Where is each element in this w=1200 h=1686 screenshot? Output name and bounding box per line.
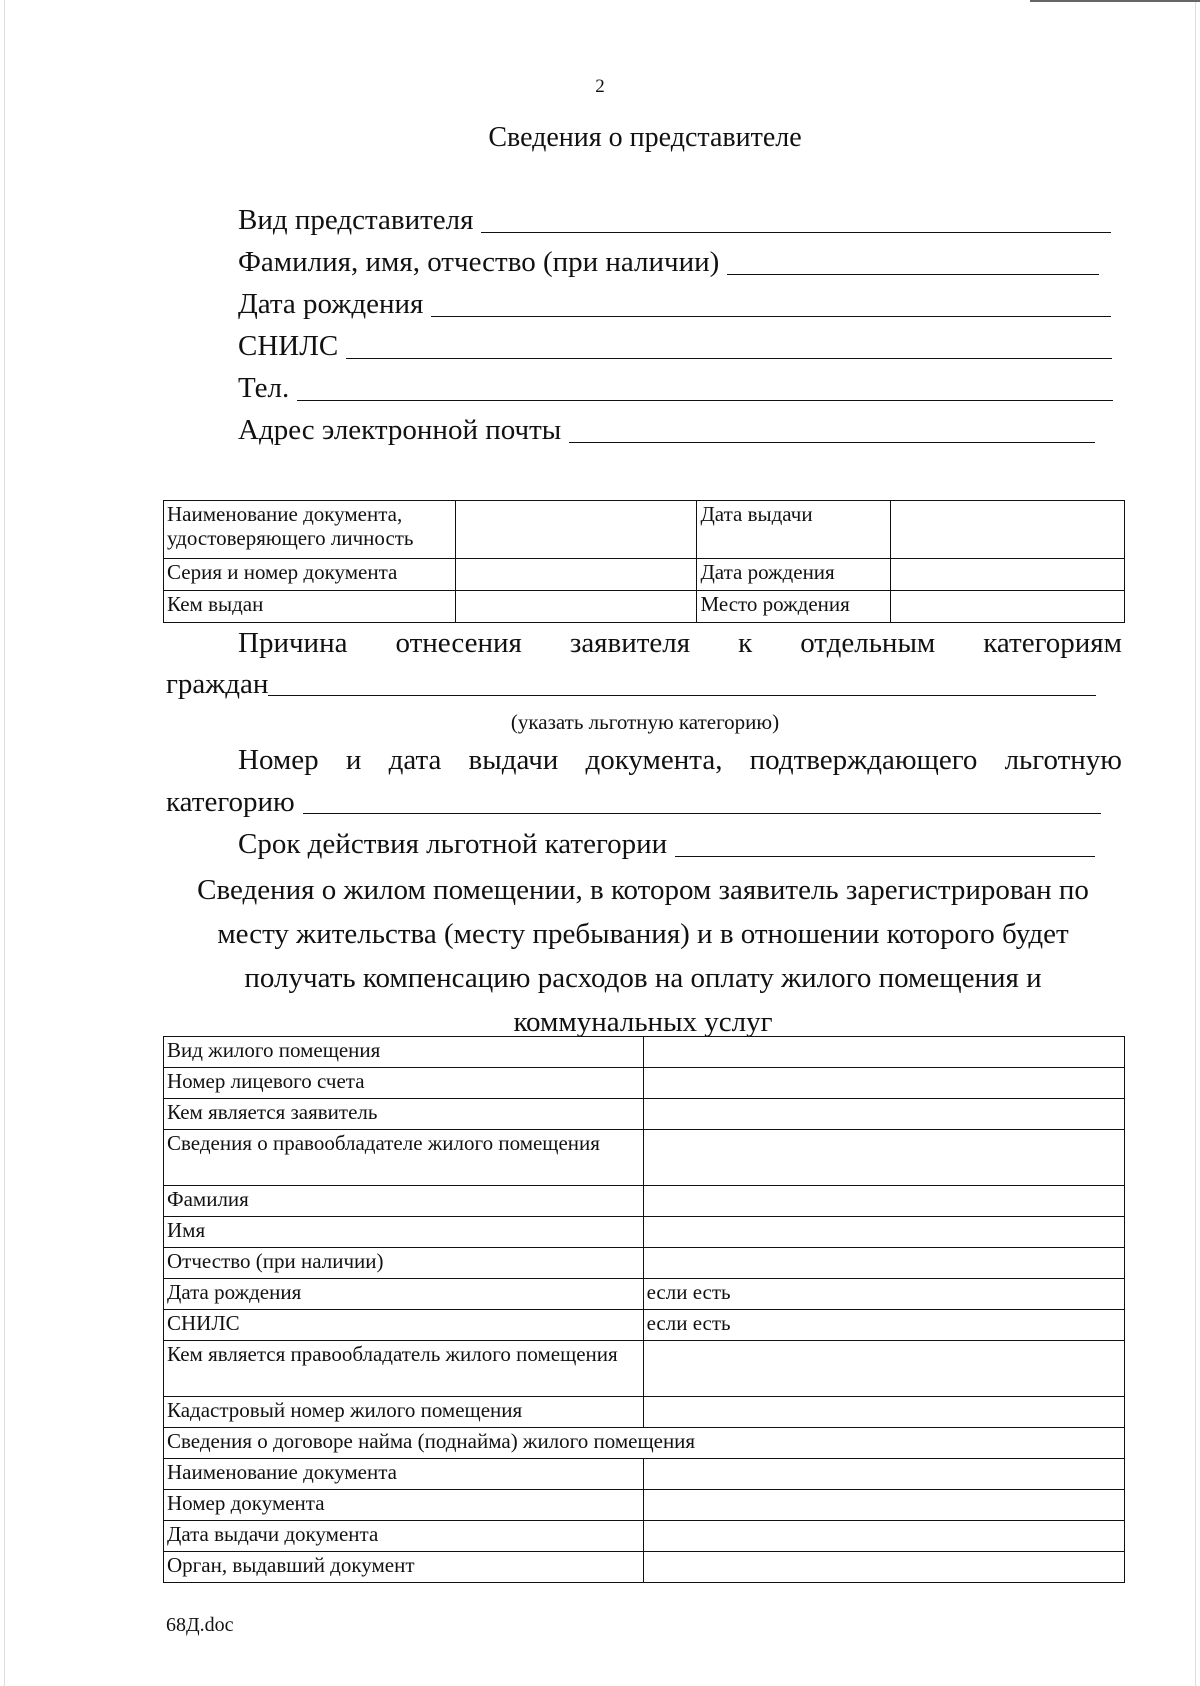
table-row: [164, 559, 1125, 591]
table-label-cell: Серия и номер документа: [164, 559, 456, 591]
table-value-cell[interactable]: [643, 1490, 1124, 1521]
table-row: [164, 1521, 1125, 1552]
table-row: [164, 1279, 1125, 1310]
table-row: [164, 1310, 1125, 1341]
table-label-cell: Дата выдачи: [697, 501, 891, 559]
reason-line-start: граждан: [166, 668, 269, 700]
housing-section-heading: [163, 868, 1123, 1044]
table-row: [164, 1217, 1125, 1248]
reason-word: отнесения: [395, 627, 522, 659]
reason-line-2[interactable]: [166, 668, 1096, 701]
reason-word: категориям: [983, 627, 1122, 659]
scan-right-edge: [1195, 0, 1196, 1686]
field-label: Фамилия, имя, отчество (при наличии): [238, 246, 720, 278]
scan-left-edge: [4, 0, 5, 1686]
table-row: [164, 501, 1125, 559]
field-label: Срок действия льготной категории: [238, 828, 668, 860]
table-label-cell: Наименование документа: [164, 1459, 644, 1490]
fill-line[interactable]: [569, 441, 1095, 443]
table-row: [164, 1490, 1125, 1521]
table-row: [164, 1037, 1125, 1068]
footer-filename: 68Д.doc: [166, 1614, 234, 1636]
table-label-cell: Кем выдан: [164, 591, 456, 623]
document-number-line-2[interactable]: [166, 786, 1101, 819]
reason-fill-line[interactable]: [268, 694, 1096, 696]
doc-word: выдачи: [468, 744, 559, 776]
field-email[interactable]: [238, 414, 1095, 447]
heading-line: получать компенсацию расходов на оплату жилого помещения и: [244, 962, 1042, 994]
reason-word: отдельным: [800, 627, 936, 659]
reason-word: заявителя: [569, 627, 691, 659]
table-row: [164, 1068, 1125, 1099]
table-label-cell: Кадастровый номер жилого помещения: [164, 1397, 644, 1428]
table-label-cell: Орган, выдавший документ: [164, 1552, 644, 1583]
heading-line: Сведения о жилом помещении, в котором заявитель зарегистрирован по: [197, 874, 1089, 906]
fill-line[interactable]: [481, 231, 1111, 233]
table-label-cell: Отчество (при наличии): [164, 1248, 644, 1279]
heading-line: месту жительства (месту пребывания) и в отношении которого будет: [217, 918, 1069, 950]
scan-corner-mark: [1030, 0, 1200, 2]
doc-word: Номер: [238, 744, 319, 776]
field-phone[interactable]: [238, 372, 1113, 405]
table-value-cell[interactable]: [891, 501, 1125, 559]
table-value-cell[interactable]: [643, 1037, 1124, 1068]
table-value-cell[interactable]: если есть: [643, 1310, 1124, 1341]
table-label-cell: [164, 501, 456, 559]
table-value-cell[interactable]: [891, 559, 1125, 591]
table-value-cell[interactable]: [891, 591, 1125, 623]
document-number-line-1: [238, 744, 1122, 777]
reason-hint: (указать льготную категорию): [510, 710, 780, 734]
table-row: [164, 1186, 1125, 1217]
document-number-line-start: категорию: [166, 786, 295, 818]
field-label: Тел.: [238, 372, 290, 404]
fill-line[interactable]: [346, 357, 1112, 359]
fill-line[interactable]: [297, 399, 1113, 401]
fill-line[interactable]: [431, 315, 1111, 317]
field-birth-date[interactable]: [238, 288, 1111, 321]
table-value-cell[interactable]: если есть: [643, 1279, 1124, 1310]
reason-line-1: [238, 627, 1122, 660]
table-value-cell[interactable]: [643, 1186, 1124, 1217]
table-row: [164, 1552, 1125, 1583]
table-value-cell[interactable]: [643, 1130, 1124, 1186]
doc-word: документа,: [585, 744, 723, 776]
heading-line: коммунальных услуг: [513, 1006, 773, 1038]
table-value-cell[interactable]: [643, 1552, 1124, 1583]
page-number: 2: [595, 76, 605, 97]
doc-word: льготную: [1004, 744, 1122, 776]
field-label: Адрес электронной почты: [238, 414, 562, 446]
field-validity-period[interactable]: [238, 828, 1095, 861]
table-row: [164, 1341, 1125, 1397]
fill-line[interactable]: [727, 273, 1099, 275]
table-value-cell[interactable]: [643, 1248, 1124, 1279]
table-value-cell[interactable]: [643, 1068, 1124, 1099]
table-value-cell[interactable]: [643, 1099, 1124, 1130]
reason-word: Причина: [238, 627, 348, 659]
table-label-cell: Дата рождения: [164, 1279, 644, 1310]
fill-line[interactable]: [675, 855, 1095, 857]
table-label-cell: Фамилия: [164, 1186, 644, 1217]
table-row: [164, 1459, 1125, 1490]
table-label-cell: Дата рождения: [697, 559, 891, 591]
table-row: [164, 1428, 1125, 1459]
table-value-cell[interactable]: [455, 559, 697, 591]
table-value-cell[interactable]: [455, 591, 697, 623]
document-number-fill-line[interactable]: [303, 812, 1101, 814]
table-label-cell: Сведения о правообладателе жилого помещения: [164, 1130, 644, 1186]
reason-word: к: [738, 627, 753, 659]
table-label-cell: Номер лицевого счета: [164, 1068, 644, 1099]
housing-table: [163, 1036, 1125, 1583]
table-value-cell[interactable]: [643, 1341, 1124, 1397]
table-section-cell: Сведения о договоре найма (поднайма) жилого помещения: [164, 1428, 1125, 1459]
field-full-name[interactable]: [238, 246, 1099, 279]
table-row: [164, 1397, 1125, 1428]
table-label-cell: Имя: [164, 1217, 644, 1248]
table-row: [164, 1099, 1125, 1130]
doc-word: дата: [388, 744, 442, 776]
table-label-cell: СНИЛС: [164, 1310, 644, 1341]
table-label-cell: Номер документа: [164, 1490, 644, 1521]
table-label-cell: Кем является правообладатель жилого помещения: [164, 1341, 644, 1397]
table-row: [164, 1130, 1125, 1186]
field-snils[interactable]: [238, 330, 1112, 363]
table-label-cell: Вид жилого помещения: [164, 1037, 644, 1068]
field-label: Дата рождения: [238, 288, 424, 320]
identity-document-table: [163, 500, 1125, 623]
table-row: [164, 591, 1125, 623]
field-representative-type[interactable]: [238, 204, 1111, 237]
table-label-cell: Дата выдачи документа: [164, 1521, 644, 1552]
table-value-cell[interactable]: [643, 1397, 1124, 1428]
table-value-cell[interactable]: [643, 1459, 1124, 1490]
label-line-1: Наименование документа,: [167, 502, 403, 526]
label-line-2: удостоверяющего личность: [167, 526, 414, 550]
table-label-cell: Место рождения: [697, 591, 891, 623]
field-label: Вид представителя: [238, 204, 474, 236]
field-label: СНИЛС: [238, 330, 339, 362]
table-value-cell[interactable]: [643, 1217, 1124, 1248]
doc-word: подтверждающего: [749, 744, 978, 776]
table-label-cell: Кем является заявитель: [164, 1099, 644, 1130]
table-value-cell[interactable]: [643, 1521, 1124, 1552]
table-row: [164, 1248, 1125, 1279]
table-value-cell[interactable]: [455, 501, 697, 559]
doc-word: и: [345, 744, 362, 776]
page-title: Сведения о представителе: [488, 122, 802, 153]
